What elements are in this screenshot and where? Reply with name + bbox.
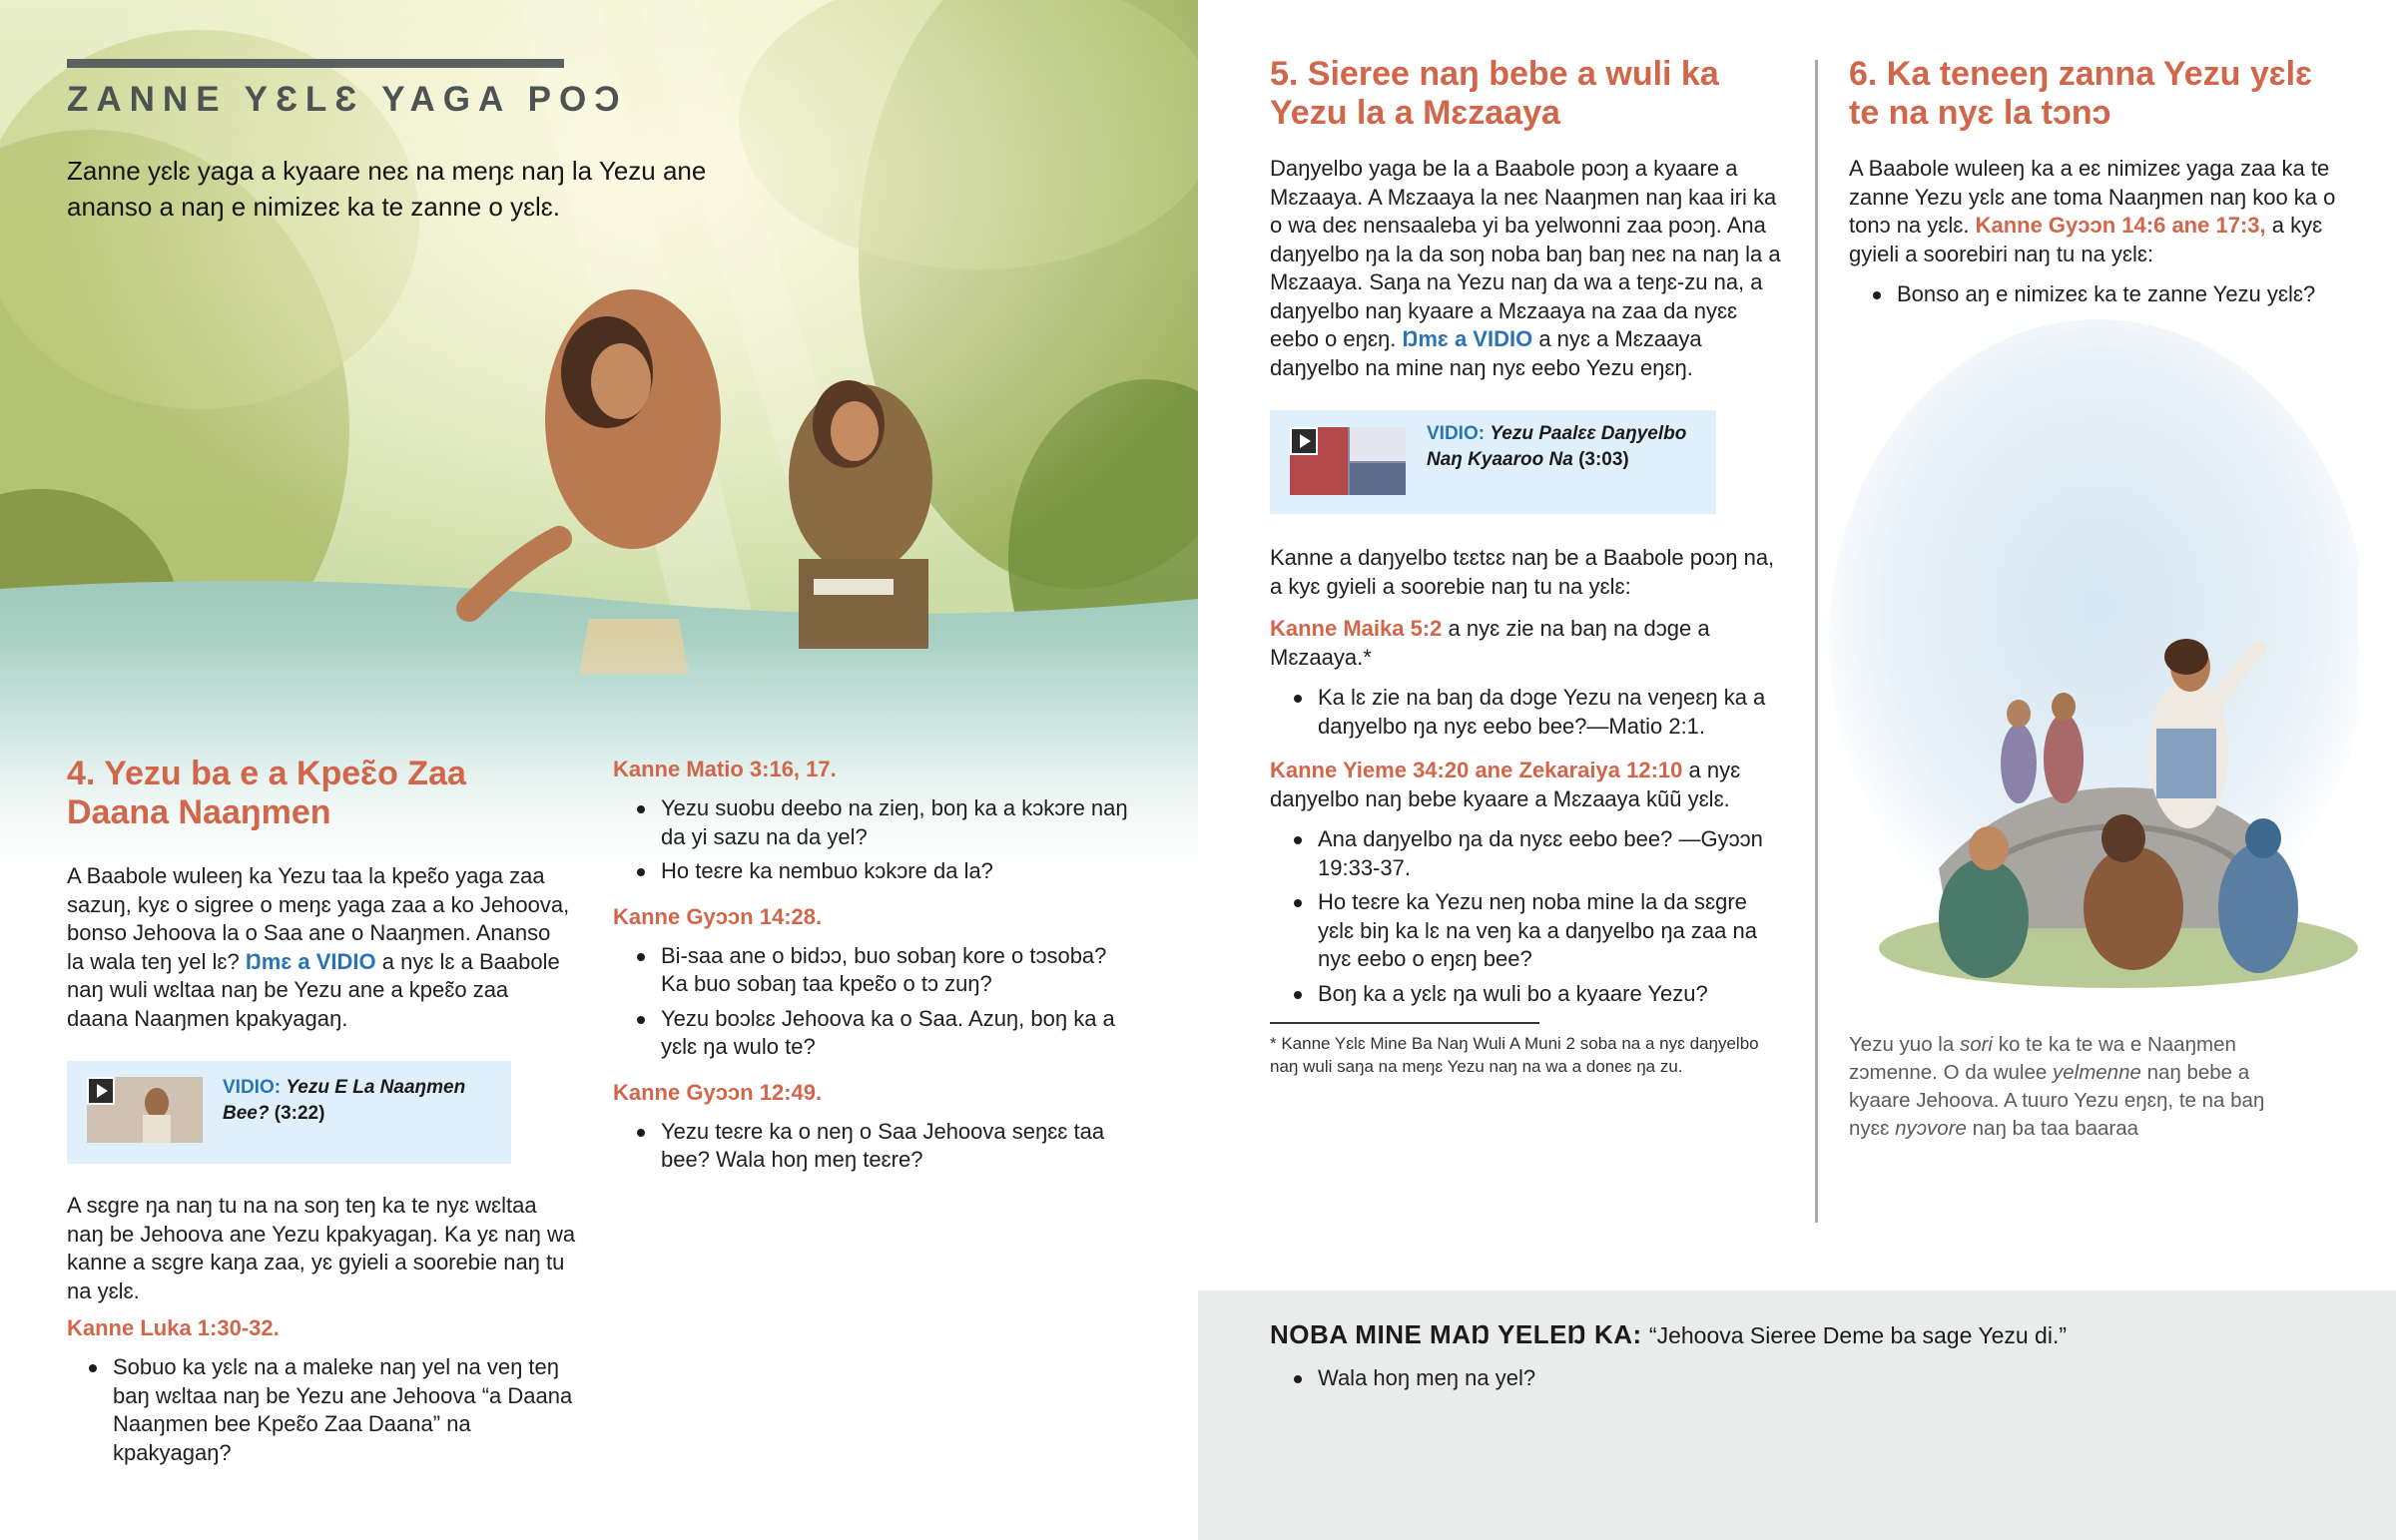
section-6-title-line2: te na nyɛ la tɔnɔ [1849, 94, 2111, 132]
column-divider [1815, 60, 1818, 1223]
scripture-ref-luka[interactable]: Kanne Luka 1:30-32. [67, 1315, 280, 1340]
questions-section-6 [1849, 280, 2348, 309]
section-4-column-2 [613, 757, 1132, 1181]
video-title: Yezu Paalɛɛ Daŋyelbo Naŋ Kyaaroo Na [1427, 423, 1687, 470]
section-5-paragraph-1 [1270, 155, 1784, 382]
section-5-video-link[interactable]: Ŋmɛ a VIDIO [1402, 326, 1533, 351]
section-kicker: ZANNE YƐLƐ YAGA POƆ [67, 80, 628, 119]
illustration-caption [1849, 1031, 2298, 1143]
section-6 [1849, 55, 2348, 315]
caption-italic-sori: sori [1959, 1033, 1993, 1056]
section-4-lower [67, 1192, 576, 1473]
video-label-section-5 [1427, 421, 1701, 473]
section-4-title-line2: Daana Naaŋmen [67, 793, 331, 831]
video-card-section-4[interactable] [67, 1061, 511, 1164]
section-6-p1-text-b: a kyɛ gyieli a soorebiri naŋ tu na yɛlɛ: [1849, 213, 2323, 266]
caption-italic-yelmenne: yelmenne [2052, 1061, 2141, 1084]
section-4-video-link[interactable]: Ŋmɛ a VIDIO [245, 948, 376, 974]
video-card-section-5[interactable] [1270, 410, 1716, 514]
section-5-title-line2: Yezu la a Mɛzaaya [1270, 94, 1560, 132]
section-5-yieme-tail: a nyɛ daŋyelbo naŋ bebe kyaare a Mɛzaaya kũũ yɛlɛ. [1270, 758, 1741, 811]
section-5-maika [1270, 615, 1789, 672]
footnote-rule [1270, 1022, 1539, 1024]
section-5-paragraph-2: Kanne a daŋyelbo tɛɛtɛɛ naŋ be a Baabole poɔŋ na, a kyɛ gyieli a soorebie naŋ tu na yɛlɛ: [1270, 545, 1775, 599]
video-duration: (3:03) [1578, 449, 1629, 470]
section-4-title [67, 755, 586, 832]
section-5-lower [1270, 544, 1789, 1078]
summary-questions [1270, 1364, 2348, 1393]
questions-matio [613, 794, 1132, 886]
video-label-section-4 [223, 1075, 492, 1127]
section-4-paragraph-2: A sɛgre ŋa naŋ tu na na soŋ teŋ ka te nyɛ wɛltaa naŋ be Jehoova ane Yezu kpakyagaŋ. Ka yɛ naŋ wa kanne a sɛgre kaŋa zaa, yɛ gyieli a soorebie naŋ tu na yɛlɛ. [67, 1193, 576, 1303]
scripture-ref-gyoon-14-28[interactable]: Kanne Gyɔɔn 14:28. [613, 903, 823, 929]
question-item: Yezu teɛre ka o neŋ o Saa Jehoova seŋɛɛ taa bee? Wala hoŋ meŋ teɛre? [613, 1118, 1132, 1175]
video-tag: VIDIO: [1427, 423, 1486, 444]
video-duration: (3:22) [274, 1103, 325, 1124]
scripture-ref-matio[interactable]: Kanne Matio 3:16, 17. [613, 757, 837, 781]
section-6-paragraph-1 [1849, 155, 2343, 268]
question-item: Ka lɛ zie na baŋ da dɔge Yezu na veŋeɛŋ ka a daŋyelbo ŋa nyɛ eebo bee?—Matio 2:1. [1270, 684, 1789, 741]
question-item: Yezu boɔlɛɛ Jehoova ka o Saa. Azuŋ, boŋ ka a yɛlɛ ŋa wulo te? [613, 1005, 1132, 1062]
question-item: Bi-saa ane o bidɔɔ, buo sobaŋ kore o tɔsoba? Ka buo sobaŋ taa kpeɛ̃o o tɔ zuŋ? [613, 942, 1132, 999]
teaching-illustration [1819, 309, 2358, 1008]
section-6-p1-text: A Baabole wuleeŋ ka a eɛ nimizeɛ yaga zaa ka te zanne Yezu yɛlɛ ane toma Naaŋmen naŋ koo ka o tonɔ na yɛlɛ. [1849, 156, 2336, 238]
summary-quote: “Jehoova Sieree Deme ba sage Yezu di.” [1648, 1322, 2068, 1348]
video-title: Yezu E La Naaŋmen Bee? [223, 1077, 466, 1124]
question-item: Yezu suobu deebo na zieŋ, boŋ ka a kɔkɔre naŋ da yi sazu na da yel? [613, 794, 1132, 851]
question-item: Bonso aŋ e nimizeɛ ka te zanne Yezu yɛlɛ? [1849, 280, 2348, 309]
video-tag: VIDIO: [223, 1077, 282, 1098]
kicker-rule [67, 59, 564, 68]
section-6-title [1849, 55, 2348, 133]
caption-text-a: Yezu yuo la [1849, 1033, 1955, 1056]
caption-text-b: ko te ka te wa e Naaŋmen zɔmenne. O da wulee [1849, 1033, 2236, 1084]
section-5 [1270, 55, 1789, 382]
question-item: Boŋ ka a yɛlɛ ŋa wuli bo a kyaare Yezu? [1270, 980, 1789, 1009]
section-4 [67, 755, 586, 1033]
summary-heading: NOBA MINE MAŊ YELEŊ KA: [1270, 1319, 1642, 1349]
questions-maika [1270, 684, 1789, 741]
section-6-title-line1: 6. Ka teneeŋ zanna Yezu yɛlɛ [1849, 55, 2313, 93]
play-icon[interactable] [87, 1077, 115, 1105]
play-icon[interactable] [1290, 427, 1318, 455]
questions-gyoon-14-28 [613, 942, 1132, 1062]
section-5-yieme [1270, 757, 1789, 813]
scripture-ref-maika[interactable]: Kanne Maika 5:2 [1270, 616, 1443, 641]
scripture-ref-yieme-zekaraiya[interactable]: Kanne Yieme 34:20 ane Zekaraiya 12:10 [1270, 758, 1683, 782]
section-4-title-line1: 4. Yezu ba e a Kpeɛ̃o Zaa [67, 755, 466, 792]
section-5-maika-tail: a nyɛ zie na baŋ na dɔge a Mɛzaaya.* [1270, 616, 1710, 670]
question-item: Ho teɛre ka Yezu neŋ noba mine la da sɛgre yɛlɛ biŋ ka lɛ na veŋ ka a daŋyelbo ŋa zaa na nyɛ eebo o eŋɛŋ bee? [1270, 888, 1789, 974]
intro-text: Zanne yɛlɛ yaga a kyaare neɛ na meŋɛ naŋ la Yezu ane ananso a naŋ e nimizeɛ ka te zanne o yɛlɛ. [67, 156, 707, 222]
section-5-p1-text-b: a nyɛ a Mɛzaaya daŋyelbo na mine naŋ nyɛ eebo Yezu eŋɛŋ. [1270, 326, 1702, 380]
summary-heading-line [1270, 1317, 2348, 1352]
summary-box [1270, 1317, 2348, 1399]
section-5-p1-text: Daŋyelbo yaga be la a Baabole poɔŋ a kyaare a Mɛzaaya. A Mɛzaaya la neɛ Naaŋmen naŋ kaa iri ka o wa deɛ nensaaleba yi ba yelwonni zaa poɔŋ. Ana daŋyelbo ŋa la da soŋ noba baŋ baŋ neɛ na naŋ la a Mɛzaaya. Saŋa na Yezu naŋ da wa a teŋɛ-zu na, a daŋyelbo naŋ kyaare a Mɛzaaya na zaa da nyɛɛ eebo o eŋɛŋ. [1270, 156, 1781, 351]
question-item: Ana daŋyelbo ŋa da nyɛɛ eebo bee? —Gyɔɔn 19:33-37. [1270, 825, 1789, 882]
section-5-title-line1: 5. Sieree naŋ bebe a wuli ka [1270, 55, 1719, 93]
question-item: Ho teɛre ka nembuo kɔkɔre da la? [613, 857, 1132, 886]
question-item: Sobuo ka yɛlɛ na a maleke naŋ yel na veŋ teŋ baŋ wɛltaa naŋ be Yezu ane Jehoova “a Daana Naaŋmen bee Kpeɛ̃o Zaa Daana” na kpakyagaŋ? [65, 1353, 576, 1467]
scripture-ref-gyoon-12-49[interactable]: Kanne Gyɔɔn 12:49. [613, 1079, 823, 1105]
scripture-ref-gyoon-14-6[interactable]: Kanne Gyɔɔn 14:6 ane 17:3, [1975, 213, 2266, 238]
caption-text-c: naŋ bebe a kyaare Jehoova. A tuuro Yezu eŋɛŋ, te na baŋ nyɛɛ [1849, 1061, 2265, 1140]
question-item: Wala hoŋ meŋ na yel? [1270, 1364, 2348, 1393]
caption-text-d: naŋ ba taa baaraa [1972, 1117, 2139, 1140]
questions-gyoon-12-49 [613, 1118, 1132, 1175]
caption-italic-nyovore: nyɔvore [1895, 1117, 1967, 1140]
footnote: * Kanne Yɛlɛ Mine Ba Naŋ Wuli A Muni 2 soba na a nyɛ daŋyelbo naŋ wuli saŋa na meŋɛ Yezu naŋ na wa a doneɛ ŋa zu. [1270, 1034, 1759, 1076]
section-4-paragraph-1 [67, 862, 571, 1033]
questions-luka [65, 1353, 576, 1467]
section-4-p1-text: A Baabole wuleeŋ ka Yezu taa la kpeɛ̃o yaga zaa sazuŋ, kyɛ o sigree o meŋɛ yaga zaa a ko Jehoova, bonso Jehoova la o Saa ane o Naaŋmen. Ananso la wala teŋ yel lɛ? [67, 863, 570, 974]
questions-yieme [1270, 825, 1789, 1008]
section-5-title [1270, 55, 1789, 133]
section-4-p1-text-b: a nyɛ lɛ a Baabole naŋ wuli wɛltaa naŋ be Yezu ane a kpeɛ̃o zaa daana Naaŋmen kpakyagaŋ. [67, 948, 560, 1031]
